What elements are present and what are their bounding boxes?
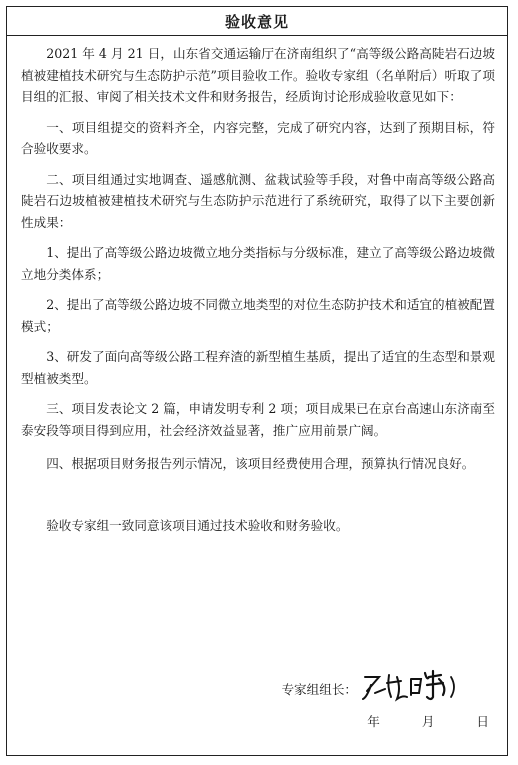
conclusion-paragraph: 验收专家组一致同意该项目通过技术验收和财务验收。 [46, 517, 349, 533]
intro-paragraph: 2021 年 4 月 21 日，山东省交通运输厅在济南组织了“高等级公路高陡岩石边坡植被建植技术研究与生态防护示范”项目验收工作。验收专家组（名单附后）听取了项目组的汇报、审阅了相关技术文件和财务报告，经质询讨论形成验收意见如下： [21, 46, 495, 104]
opinion-item-3: 三、项目发表论文 2 篇，申请发明专利 2 项；项目成果已在京台高速山东济南至泰安段等项目得到应用，社会经济效益显著，推广应用前景广阔。 [21, 401, 495, 438]
date-day-label: 日 [476, 714, 489, 729]
achievement-1: 1、提出了高等级公路边坡微立地分类指标与分级标准，建立了高等级公路边坡微立地分类体系； [21, 245, 495, 282]
achievement-2: 2、提出了高等级公路边坡不同微立地类型的对位生态防护技术和适宜的植被配置模式； [21, 297, 495, 334]
document-page [6, 6, 508, 756]
document-body [21, 43, 495, 536]
achievement-3: 3、研发了面向高等级公路工程弃渣的新型植生基质，提出了适宜的生态型和景观型植被类型。 [21, 349, 495, 386]
date-month-label: 月 [421, 714, 435, 729]
handwritten-signature [357, 667, 467, 703]
signature-row [7, 667, 507, 703]
date-row [367, 711, 489, 730]
opinion-item-2: 二、项目组通过实地调查、遥感航测、盆栽试验等手段，对鲁中南高等级公路高陡岩石边坡植被建植技术研究与生态防护示范进行了系统研究，取得了以下主要创新性成果： [21, 171, 495, 230]
document-title: 验收意见 [224, 12, 289, 31]
date-year-label: 年 [367, 714, 380, 729]
opinion-item-4: 四、根据项目财务报告列示情况，该项目经费使用合理，预算执行情况良好。 [46, 456, 475, 471]
opinion-item-1: 一、项目组提交的资料齐全，内容完整，完成了研究内容，达到了预期目标，符合验收要求。 [21, 119, 495, 156]
signature-label: 专家组组长： [281, 682, 357, 697]
title-bar [7, 7, 507, 36]
